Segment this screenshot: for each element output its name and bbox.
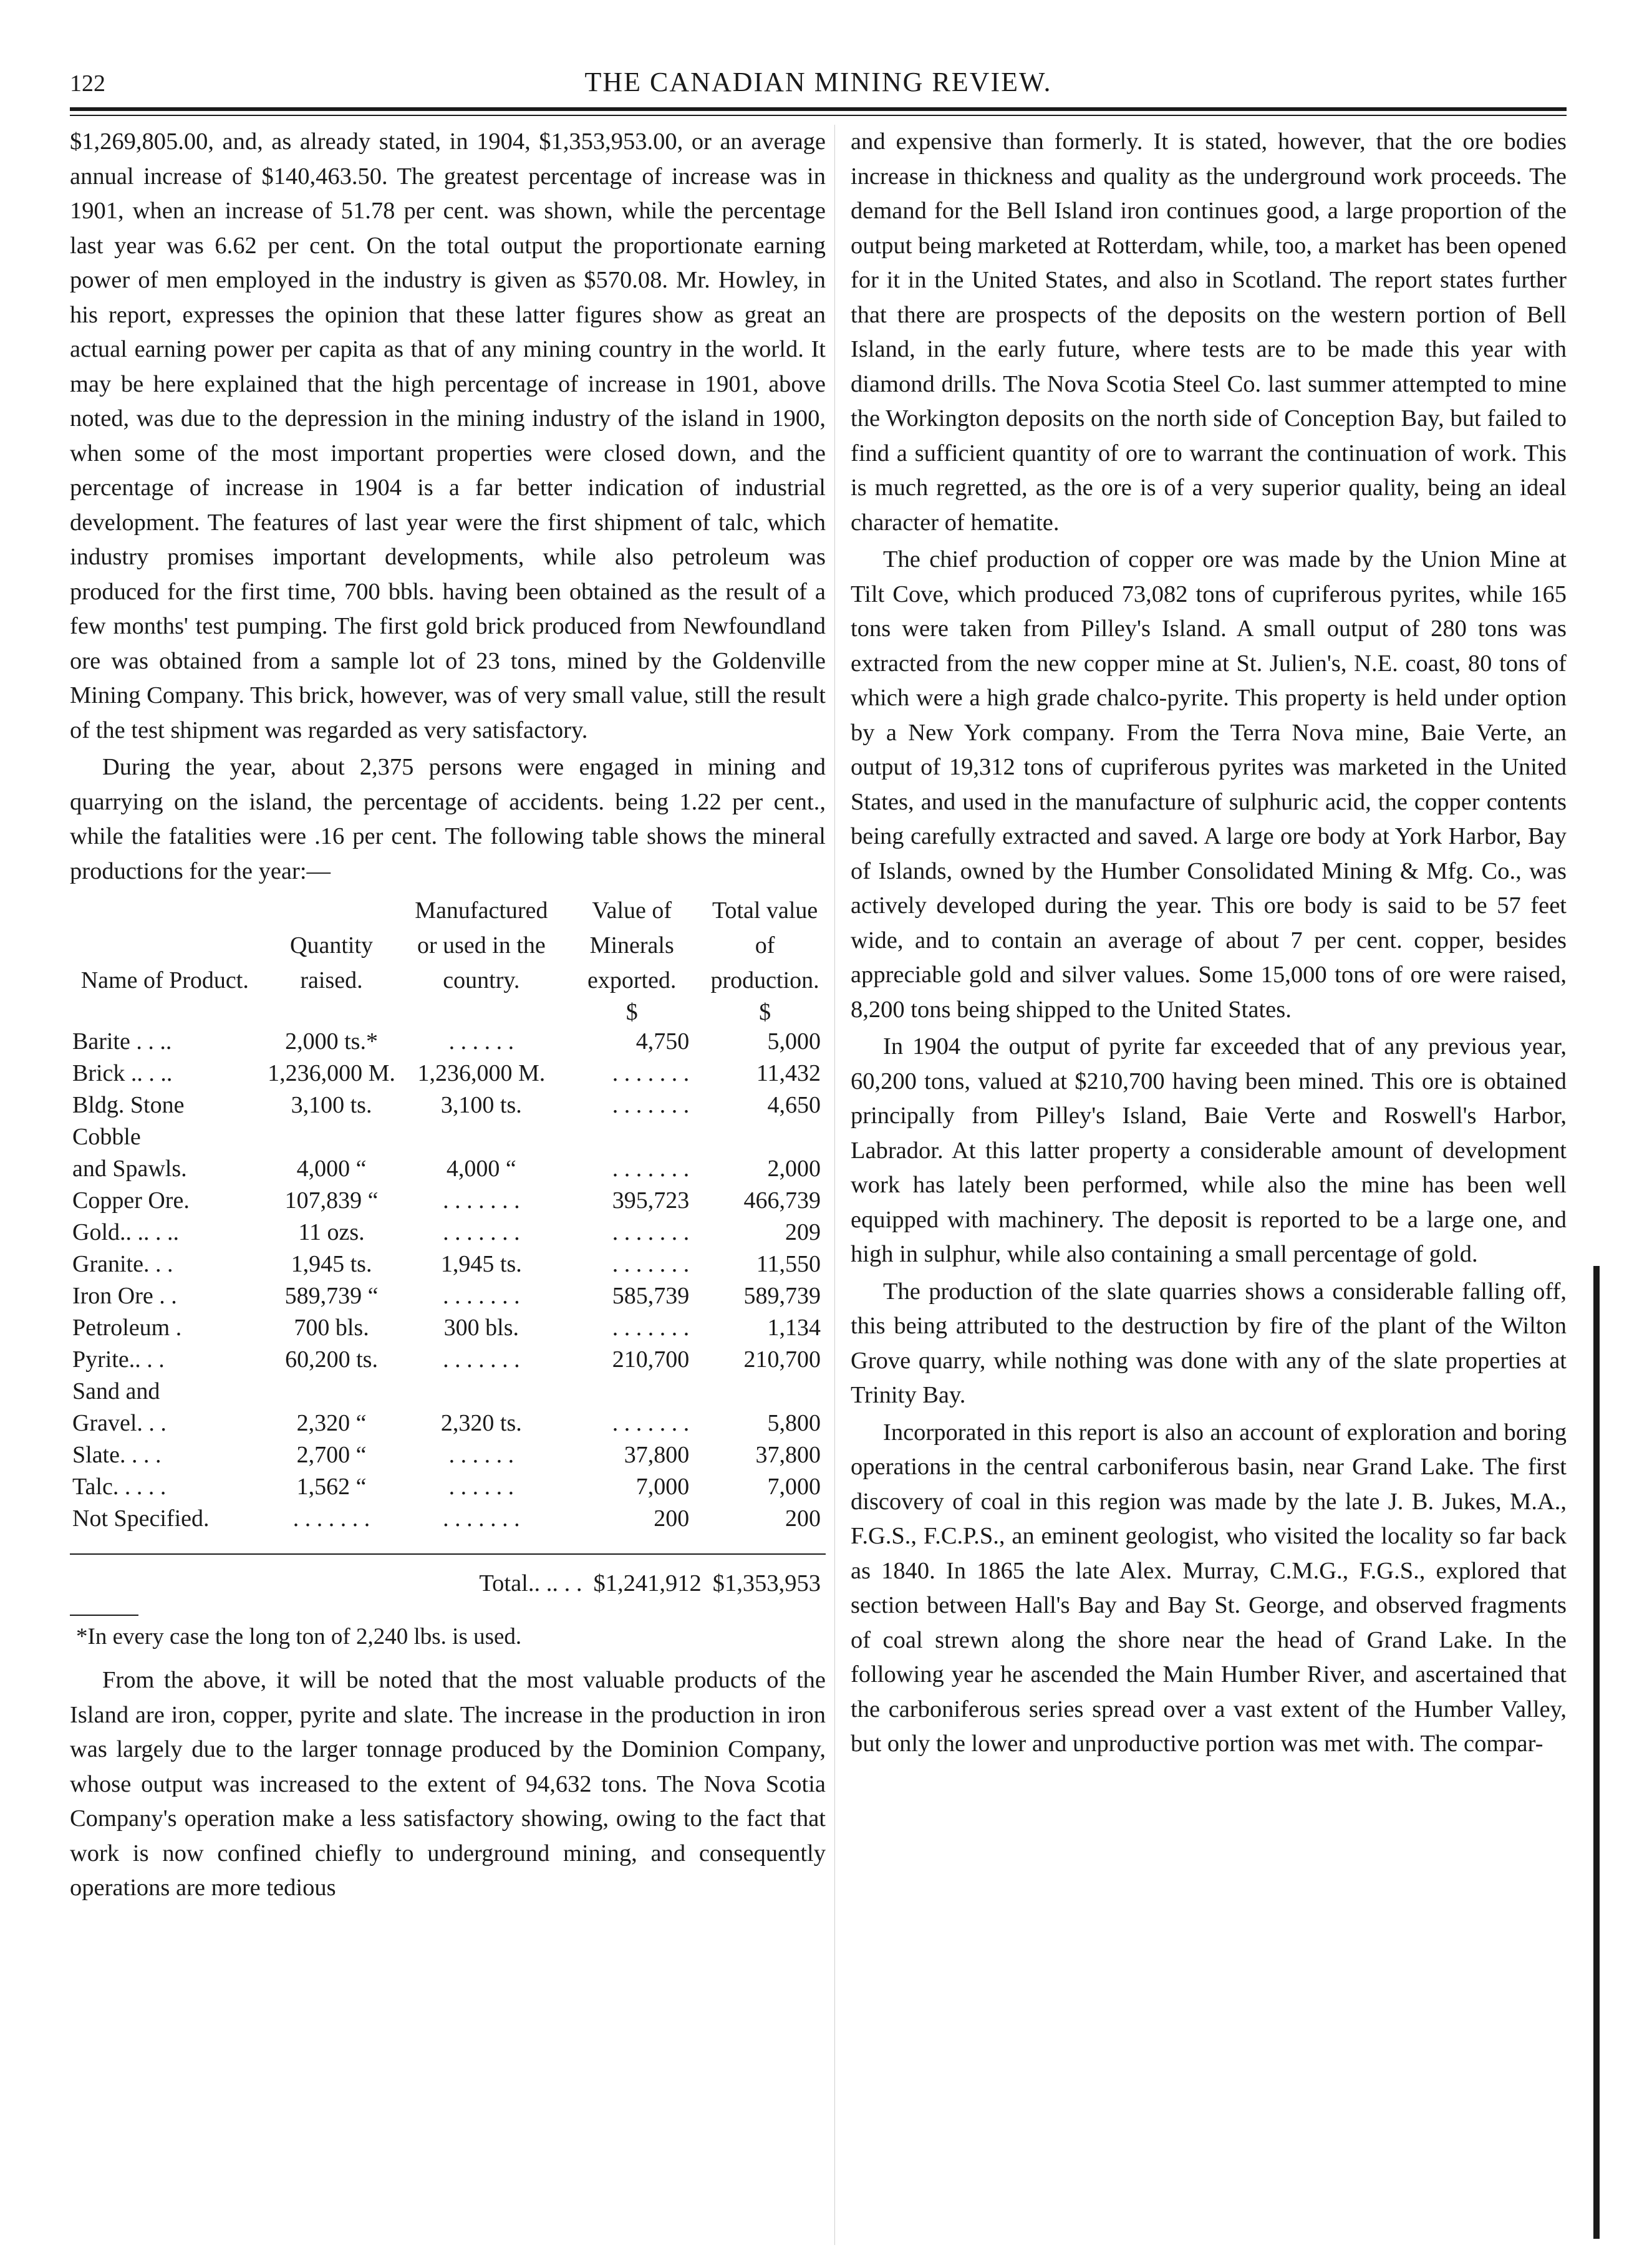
cell-manufactured: . . . . . . . — [443, 1505, 520, 1532]
right-paragraph-4: The production of the slate quarries shows a considerable falling off, this being attributed to the destruction by fire of the plant of the Wilton Grove quarry, while nothing was done with any of the slate properties at Trinity Bay. — [851, 1278, 1567, 1408]
cell-exported: 4,750 — [635, 1028, 690, 1055]
cell-name: Cobble — [72, 1124, 141, 1150]
cell-manufactured: 300 bls. — [443, 1315, 519, 1341]
table-row — [70, 1344, 826, 1376]
right-paragraph-2: The chief production of copper ore was made by the Union Mine at Tilt Cove, which produced 73,082 tons of cupriferous pyrites, while 165 tons were taken from Pilley's Island. A small output of 280 tons was extracted from the new copper mine at St. Julien's, N.E. coast, 80 tons of which were a high grade chalco-pyrite. This property is held under option by a New York company. From the Terra Nova mine, Baie Verte, an output of 19,312 tons of cupriferous pyrites was marketed in the United States, and used in the manufacture of sulphuric acid, the copper contents being carefully extracted and saved. A large ore body at York Harbor, Bay of Islands, owned by the Humber Consolidated Mining & Mfg. Co., was actively developed during the year. This ore body is said to be 57 feet wide, and to contain an average of about 7 per cent. copper, besides appreciable gold and silver values. Some 15,000 tons of ore were raised, 8,200 tons being shipped to the United States. — [851, 546, 1567, 1023]
cell-total: 11,432 — [756, 1060, 821, 1086]
cell-name: Bldg. Stone — [72, 1092, 185, 1118]
cell-total: 7,000 — [767, 1474, 821, 1500]
header-rule-thin — [70, 115, 1567, 116]
cell-quantity: 1,236,000 M. — [268, 1060, 395, 1086]
cell-quantity: 1,562 “ — [296, 1474, 367, 1500]
cell-manufactured — [403, 1376, 560, 1408]
table-row — [70, 1503, 826, 1535]
header-total: Total value of production. — [710, 897, 819, 993]
page-number: 122 — [70, 70, 105, 97]
table-bottom-rule — [70, 1553, 826, 1555]
cell-total: 11,550 — [756, 1251, 821, 1277]
header-name: Name of Product. — [80, 967, 249, 993]
table-row — [70, 1312, 826, 1344]
cell-total: 209 — [785, 1219, 821, 1245]
cell-exported: 7,000 — [635, 1474, 690, 1500]
cell-exported — [559, 1376, 704, 1408]
table-row — [70, 1026, 826, 1058]
cell-exported — [559, 1121, 704, 1153]
cell-exported: 37,800 — [624, 1442, 690, 1468]
cell-total: 37,800 — [755, 1442, 821, 1468]
cell-exported: 585,739 — [612, 1283, 690, 1309]
page-edge-bar — [1593, 1266, 1600, 2239]
cell-name: Granite. . . — [72, 1251, 173, 1277]
table-header-row — [70, 892, 826, 998]
table-row — [70, 1408, 826, 1439]
cell-exported: . . . . . . . — [612, 1092, 690, 1118]
cell-name: and Spawls. — [72, 1156, 187, 1182]
header-manufactured: Manufactured or used in the country. — [415, 897, 548, 993]
page-header — [70, 62, 1567, 106]
cell-exported: 200 — [654, 1505, 690, 1532]
table-row — [70, 1248, 826, 1280]
cell-total: 210,700 — [743, 1346, 821, 1373]
cell-manufactured: 1,945 ts. — [440, 1251, 522, 1277]
cell-total — [704, 1121, 826, 1153]
cell-total: 200 — [785, 1505, 821, 1532]
cell-name: Barite . . .. — [72, 1028, 172, 1055]
cell-name: Sand and — [72, 1378, 160, 1404]
cell-name: Gravel. . . — [72, 1410, 167, 1436]
table-body — [70, 1026, 826, 1535]
cell-total: 4,650 — [767, 1092, 821, 1118]
cell-quantity: 2,000 ts.* — [285, 1028, 378, 1055]
cell-quantity: 60,200 ts. — [285, 1346, 378, 1373]
cell-name: Brick .. . .. — [72, 1060, 173, 1086]
cell-quantity: 2,700 “ — [296, 1442, 367, 1468]
right-paragraph-3: In 1904 the output of pyrite far exceeded that of any previous year, 60,200 tons, valued at $210,700 having been mined. This ore is obtained principally from Pilley's Island, Baie Verte and Roswell's Harbor, Labrador. At this latter property a considerable amount of development work has lately been performed, while also the mine has been well equipped with machinery. The deposit is reported to be a large one, and high in sulphur, while also containing a small percentage of gold. — [851, 1033, 1567, 1267]
total-exported: $1,241,912 — [593, 1570, 702, 1596]
table-row — [70, 1471, 826, 1503]
currency-exported: $ — [626, 999, 638, 1025]
cell-manufactured: . . . . . . . — [443, 1219, 520, 1245]
header-quantity: Quantity raised. — [290, 932, 374, 993]
cell-quantity: 589,739 “ — [284, 1283, 379, 1309]
cell-quantity: 107,839 “ — [284, 1187, 379, 1214]
cell-manufactured: . . . . . . . — [443, 1283, 520, 1309]
cell-manufactured: 4,000 “ — [446, 1156, 516, 1182]
cell-name: Copper Ore. — [72, 1187, 190, 1214]
cell-exported: . . . . . . . — [612, 1251, 690, 1277]
cell-total: 589,739 — [743, 1283, 821, 1309]
cell-exported: 210,700 — [612, 1346, 690, 1373]
cell-manufactured: 2,320 ts. — [440, 1410, 522, 1436]
cell-manufactured: . . . . . . . — [443, 1346, 520, 1373]
cell-quantity: 2,320 “ — [296, 1410, 367, 1436]
table-row — [70, 1185, 826, 1217]
table-currency-row — [70, 998, 826, 1026]
table-footnote: *In every case the long ton of 2,240 lbs. is used. — [76, 1624, 522, 1649]
left-paragraph-1: $1,269,805.00, and, as already stated, in 1904, $1,353,953.00, or an average annual increase of $140,463.50. The greatest percentage of increase was in 1901, when an increase of 51.78 per cent. was shown, while the percentage last year was 6.62 per cent. On the total output the proportionate earning power of men employed in the industry is given as $570.08. Mr. Howley, in his report, expresses the opinion that these latter figures show as great an actual earning power per capita as that of any mining country in the world. It may be here explained that the high percentage of increase in 1901, above noted, was due to the depression in the mining industry of the island in 1900, when some of the most important properties were closed down, and the percentage of increase in 1904 is a far better indication of industrial development. The features of last year were the first shipment of talc, which industry promises important developments, while also petroleum was produced for the first time, 700 bbls. having been obtained as the result of a few months' test pumping. The first gold brick produced from Newfoundland ore was obtained from a sample lot of 23 tons, mined by the Goldenville Mining Company. This brick, however, was of very small value, still the result of the test shipment was regarded as very satisfactory. — [70, 128, 826, 743]
cell-manufactured: . . . . . . — [448, 1442, 514, 1468]
cell-quantity: 4,000 “ — [296, 1156, 367, 1182]
cell-name: Iron Ore . . — [72, 1283, 177, 1309]
cell-name: Talc. . . . . — [72, 1474, 167, 1500]
cell-total: 1,134 — [767, 1315, 821, 1341]
cell-exported: . . . . . . . — [612, 1156, 690, 1182]
cell-total: 466,739 — [743, 1187, 821, 1214]
cell-quantity — [260, 1376, 403, 1408]
cell-quantity: . . . . . . . — [292, 1505, 370, 1532]
cell-manufactured — [403, 1121, 560, 1153]
header-exported: Value of Minerals exported. — [587, 897, 677, 993]
table-row — [70, 1217, 826, 1248]
table-row — [70, 1280, 826, 1312]
cell-manufactured: . . . . . . — [448, 1474, 514, 1500]
table-row — [70, 1121, 826, 1153]
right-paragraph-1: and expensive than formerly. It is stated, however, that the ore bodies increase in thickness and quality as the underground work proceeds. The demand for the Bell Island iron continues good, a large proportion of the output being marketed at Rotterdam, while, too, a market has been opened for it in the United States, and also in Scotland. The report states further that there are prospects of the deposits on the western portion of Bell Island, in the early future, where tests are to be made this year with diamond drills. The Nova Scotia Steel Co. last summer attempted to mine the Workington deposits on the north side of Conception Bay, but failed to find a sufficient quantity of ore to warrant the continuation of work. This is much regretted, as the ore is of a very superior quality, being an ideal character of hematite. — [851, 128, 1567, 536]
right-column — [851, 125, 1567, 1762]
table-row — [70, 1376, 826, 1408]
cell-name: Gold.. .. . .. — [72, 1219, 179, 1245]
column-divider — [834, 125, 835, 2245]
cell-exported: . . . . . . . — [612, 1315, 690, 1341]
cell-quantity: 11 ozs. — [298, 1219, 365, 1245]
cell-manufactured: . . . . . . . — [443, 1187, 520, 1214]
left-column — [70, 125, 826, 1906]
table-row — [70, 1089, 826, 1121]
total-label: Total.. .. . . — [479, 1570, 582, 1596]
currency-total: $ — [759, 999, 771, 1025]
cell-exported: . . . . . . . — [612, 1060, 690, 1086]
cell-quantity — [260, 1121, 403, 1153]
cell-quantity: 700 bls. — [294, 1315, 369, 1341]
cell-exported: 395,723 — [612, 1187, 690, 1214]
mineral-production-table — [70, 892, 826, 1535]
table-row — [70, 1153, 826, 1185]
footnote-rule — [70, 1615, 138, 1616]
right-paragraph-5: Incorporated in this report is also an account of exploration and boring operations in the central carboniferous basin, near Grand Lake. The first discovery of coal in this region was made by the late J. B. Jukes, M.A., F.G.S., F.C.P.S., an eminent geologist, who visited the locality so far back as 1840. In 1865 the late Alex. Murray, C.M.G., F.G.S., explored that section between Hall's Bay and Bay St. George, and observed fragments of coal strewn along the shore near the head of Grand Lake. In the following year he ascended the Main Humber River, and ascertained that the carboniferous series spread over a vast extent of the Humber Valley, but only the lower and unproductive portion was met with. The compar- — [851, 1419, 1567, 1757]
table-row — [70, 1439, 826, 1471]
cell-name: Not Specified. — [72, 1505, 210, 1532]
cell-total — [704, 1376, 826, 1408]
cell-manufactured: 1,236,000 M. — [417, 1060, 546, 1086]
cell-name: Slate. . . . — [72, 1442, 162, 1468]
cell-name: Petroleum . — [72, 1315, 182, 1341]
cell-manufactured: 3,100 ts. — [440, 1092, 522, 1118]
header-rule-thick — [70, 107, 1567, 111]
left-paragraph-2: During the year, about 2,375 persons were engaged in mining and quarrying on the island, the percentage of accidents. being 1.22 per cent., while the fatalities were .16 per cent. The following table shows the mineral productions for the year:— — [70, 754, 826, 884]
cell-total: 5,000 — [767, 1028, 821, 1055]
cell-quantity: 1,945 ts. — [291, 1251, 372, 1277]
cell-manufactured: . . . . . . — [448, 1028, 514, 1055]
table-total-line — [70, 1566, 826, 1601]
table-row — [70, 1058, 826, 1089]
left-paragraph-3: From the above, it will be noted that the most valuable products of the Island are iron, copper, pyrite and slate. The increase in the production in iron was largely due to the larger tonnage produced by the Dominion Company, whose output was increased to the extent of 94,632 tons. The Nova Scotia Company's operation make a less satisfactory showing, owing to the fact that work is now confined chiefly to underground mining, and consequently operations are more tedious — [70, 1667, 826, 1901]
total-value: $1,353,953 — [712, 1570, 821, 1596]
cell-quantity: 3,100 ts. — [291, 1092, 372, 1118]
journal-title: THE CANADIAN MINING REVIEW. — [584, 67, 1052, 97]
cell-name: Pyrite.. . . — [72, 1346, 165, 1373]
cell-total: 2,000 — [767, 1156, 821, 1182]
cell-exported: . . . . . . . — [612, 1410, 690, 1436]
cell-exported: . . . . . . . — [612, 1219, 690, 1245]
cell-total: 5,800 — [767, 1410, 821, 1436]
